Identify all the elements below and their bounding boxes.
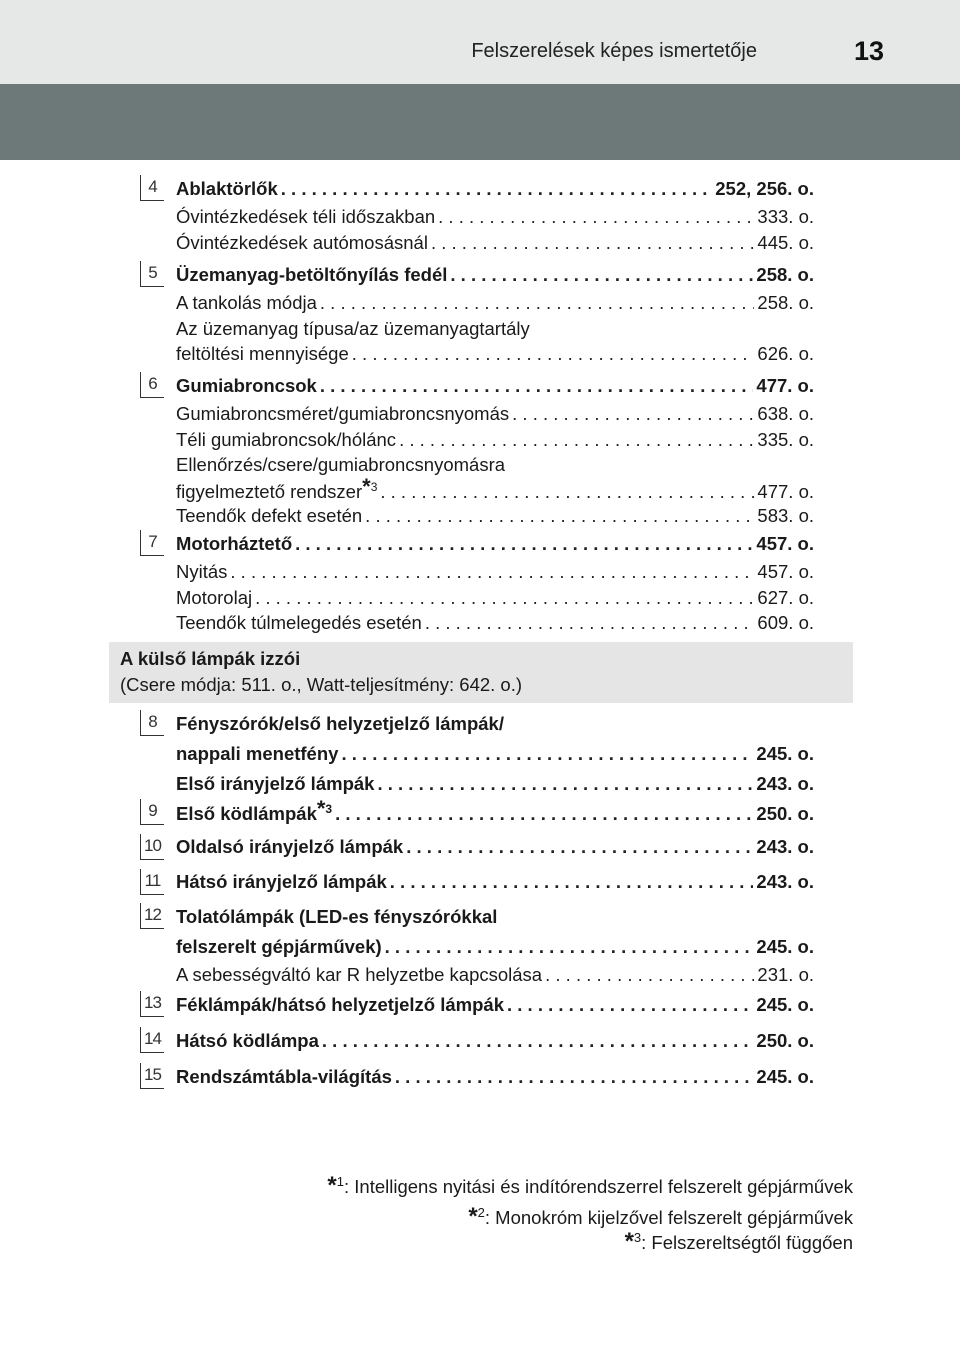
- header-dark-band: [0, 84, 960, 160]
- leader-dots: [425, 610, 755, 636]
- entry-label: Teendők defekt esetén: [176, 505, 363, 527]
- entry-sub: [176, 341, 814, 367]
- entry-main: [176, 798, 814, 828]
- leader-dots: [438, 204, 754, 230]
- entry-sub-text: Az üzemanyag típusa/az üzemanyagtartály: [176, 317, 530, 339]
- entry-label: Gumiabroncsméret/gumiabroncsnyomás: [176, 403, 510, 424]
- index-entry: [176, 867, 814, 897]
- entry-main: [176, 260, 814, 290]
- page-ref: 245. o.: [756, 936, 814, 957]
- leader-dots: [406, 832, 753, 862]
- footnote-star: *: [327, 1172, 337, 1199]
- page-ref: 252, 256. o.: [715, 178, 814, 199]
- page-ref: 583. o.: [757, 505, 814, 527]
- leader-dots: [230, 559, 754, 585]
- entry-label: Nyitás: [176, 561, 228, 582]
- entry-sub: [176, 230, 814, 256]
- leader-dots: [377, 769, 753, 799]
- footnote-number: 2: [477, 1204, 485, 1220]
- section-title: Felszerelések képes ismertetője: [471, 40, 757, 62]
- footnote: [625, 1228, 853, 1256]
- entry-label: Óvintézkedések téli időszakban: [176, 206, 436, 227]
- entry-label: Hátsó irányjelző lámpák: [176, 871, 387, 892]
- entry-label: felszerelt gépjárművek): [176, 936, 382, 957]
- footnote-number: 3: [633, 1229, 642, 1245]
- index-entry: [176, 798, 814, 828]
- entry-sub: [176, 427, 814, 453]
- entry-label: Ablaktörlők: [176, 178, 278, 199]
- page-ref: 457. o.: [756, 533, 814, 554]
- lamp-bulbs-box: [109, 642, 853, 703]
- leader-dots: [450, 260, 753, 290]
- leader-dots: [380, 479, 754, 505]
- leader-dots: [365, 503, 754, 529]
- entry-sub: [176, 962, 814, 988]
- footnote-star: *: [624, 1228, 634, 1255]
- index-entry: [176, 832, 814, 862]
- page-ref: 231. o.: [757, 964, 814, 985]
- callout-number: 9: [140, 799, 164, 825]
- page-ref: 477. o.: [756, 375, 814, 396]
- entry-sub-text: Ellenőrzés/csere/gumiabroncsnyomásra: [176, 454, 506, 476]
- page-ref: 638. o.: [757, 403, 814, 424]
- leader-dots: [320, 290, 755, 316]
- entry-main: [176, 990, 814, 1020]
- entry-label: A sebességváltó kar R helyzetbe kapcsolása: [176, 964, 543, 985]
- leader-dots: [390, 867, 754, 897]
- entry-label: Első irányjelző lámpák: [176, 773, 375, 794]
- footnote-ref: 3: [325, 801, 333, 816]
- callout-number: 6: [140, 372, 164, 398]
- entry-label: Rendszámtábla-világítás: [176, 1066, 392, 1087]
- page-ref: 477. o.: [757, 480, 814, 502]
- leader-dots: [341, 739, 753, 769]
- leader-dots: [431, 230, 754, 256]
- page-ref: 627. o.: [757, 586, 814, 608]
- footnote-text: : Felszereltségtől függően: [641, 1232, 853, 1253]
- entry-sub: [176, 290, 814, 316]
- entry-label: Üzemanyag-betöltőnyílás fedél: [176, 264, 448, 285]
- footnote-star: *: [362, 473, 371, 499]
- entry-label: Téli gumiabroncsok/hólánc: [176, 428, 397, 450]
- callout-number: 14: [140, 1027, 164, 1053]
- entry-main: [176, 529, 814, 559]
- entry-label: Teendők túlmelegedés esetén: [176, 612, 422, 634]
- index-entry: [176, 371, 814, 529]
- index-entry: [176, 529, 814, 636]
- entry-label-text: Első ködlámpák: [176, 803, 317, 824]
- entry-main: [176, 832, 814, 862]
- callout-number: 10: [140, 834, 164, 860]
- box-subtitle: (Csere módja: 511. o., Watt-teljesítmény: 642. o.): [120, 674, 523, 695]
- footnote-star: *: [468, 1203, 478, 1230]
- entry-main: [176, 1026, 814, 1056]
- entry-label: Motorháztető: [176, 533, 293, 554]
- leader-dots: [545, 962, 754, 988]
- callout-number: 8: [140, 710, 164, 736]
- entry-label: Oldalsó irányjelző lámpák: [176, 836, 404, 857]
- entry-sub: [176, 585, 814, 611]
- index-entry: [176, 902, 814, 988]
- entry-label: A tankolás módja: [176, 292, 317, 313]
- page-ref: 243. o.: [756, 871, 814, 892]
- entry-label-text: figyelmeztető rendszer: [176, 480, 363, 502]
- entry-sub: [176, 401, 814, 427]
- page-ref: 335. o.: [757, 428, 814, 450]
- entry-pre: Tolatólámpák (LED-es fényszórókkal: [176, 906, 498, 927]
- leader-dots: [295, 529, 753, 559]
- entry-main: [176, 769, 814, 799]
- entry-sub: [176, 610, 814, 636]
- leader-dots: [335, 799, 753, 829]
- page-ref: 245. o.: [756, 1066, 814, 1087]
- entry-label: feltöltési mennyisége: [176, 343, 349, 365]
- index-entry: [176, 174, 814, 255]
- page-number: 13: [853, 36, 884, 66]
- callout-number: 13: [140, 991, 164, 1017]
- page-ref: 243. o.: [756, 836, 814, 857]
- leader-dots: [512, 401, 754, 427]
- page-ref: 250. o.: [756, 803, 814, 824]
- footnote-star: *: [316, 796, 326, 821]
- leader-dots: [385, 932, 754, 962]
- index-entry: [176, 1062, 814, 1092]
- entry-label: [176, 473, 378, 505]
- entry-label: nappali menetfény: [176, 743, 339, 764]
- entry-main: [176, 1062, 814, 1092]
- page-ref: 457. o.: [757, 561, 814, 582]
- leader-dots: [507, 990, 753, 1020]
- entry-main: [176, 932, 814, 962]
- footnote-text: : Monokróm kijelzővel felszerelt gépjárművek: [484, 1207, 853, 1228]
- entry-main: [176, 739, 814, 769]
- footnote-text: : Intelligens nyitási és indítórendszerrel felszerelt gépjárművek: [344, 1176, 853, 1197]
- page-ref: 258. o.: [757, 292, 814, 313]
- callout-number: 11: [140, 869, 164, 895]
- entry-main: [176, 867, 814, 897]
- index-entry: [176, 990, 814, 1020]
- entry-label: Hátsó ködlámpa: [176, 1030, 319, 1051]
- page-ref: 245. o.: [756, 743, 814, 764]
- entry-sub: [176, 503, 814, 529]
- index-entry: [176, 260, 814, 367]
- page-ref: 243. o.: [756, 773, 814, 794]
- callout-number: 5: [140, 261, 164, 287]
- entry-label: [176, 798, 332, 829]
- leader-dots: [322, 1026, 754, 1056]
- page-ref: 258. o.: [756, 264, 814, 285]
- entry-sub: [176, 559, 814, 585]
- footnote: [468, 1203, 853, 1231]
- page-ref: 245. o.: [756, 994, 814, 1015]
- index-entry: [176, 709, 814, 799]
- entry-pre: Fényszórók/első helyzetjelző lámpák/: [176, 713, 504, 734]
- entry-label: Óvintézkedések autómosásnál: [176, 231, 428, 253]
- box-title: A külső lámpák izzói: [120, 648, 301, 669]
- page-ref: 250. o.: [756, 1030, 814, 1051]
- page-ref: 445. o.: [757, 231, 814, 253]
- entry-sub: [176, 204, 814, 230]
- entry-label: Féklámpák/hátsó helyzetjelző lámpák: [176, 994, 504, 1015]
- page-ref: 333. o.: [757, 206, 814, 227]
- index-entry: [176, 1026, 814, 1056]
- page-ref: 626. o.: [757, 343, 814, 365]
- callout-number: 4: [140, 175, 164, 201]
- callout-number: 7: [140, 530, 164, 556]
- leader-dots: [352, 341, 755, 367]
- leader-dots: [395, 1062, 754, 1092]
- entry-label: Gumiabroncsok: [176, 375, 317, 396]
- entry-sub: [176, 473, 814, 504]
- footnote-ref: 3: [370, 479, 378, 494]
- entry-main: [176, 174, 814, 204]
- entry-main: [176, 371, 814, 401]
- callout-number: 15: [140, 1063, 164, 1089]
- leader-dots: [281, 174, 712, 204]
- page-ref: 609. o.: [757, 612, 814, 634]
- leader-dots: [399, 427, 754, 453]
- callout-number: 12: [140, 903, 164, 929]
- leader-dots: [320, 371, 754, 401]
- footnote: [327, 1172, 853, 1200]
- entry-label: Motorolaj: [176, 586, 253, 608]
- leader-dots: [255, 585, 754, 611]
- footnote-number: 1: [336, 1173, 344, 1189]
